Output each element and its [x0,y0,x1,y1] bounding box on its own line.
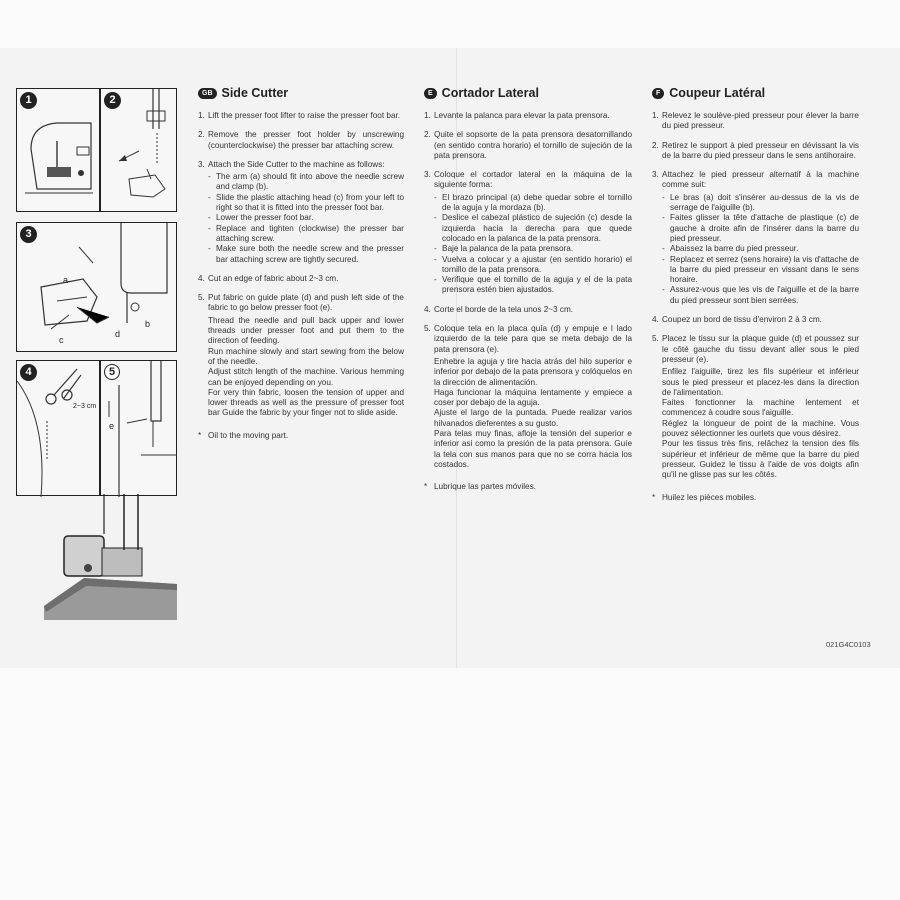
english-oil-note: * Oil to the moving part. [198,430,289,440]
english-substep: - Make sure both the needle screw and the presser bar attaching screw are tightly secured. [208,244,404,264]
figure-4 [16,360,100,496]
figure-1 [16,88,100,212]
french-substep: - Abaissez la barre du pied presseur. [662,244,799,254]
spanish-paragraph: Para telas muy finas, afloje la tensión del superior e inferior asi como la presión de la pata prensora. Guíe la tela con sus manos para que no se corra hacia los costados. [434,429,632,469]
french-step-5: 5. Placez le tissu sur la plaque guide (d) et poussez sur le côté gauche du tissu devant aller sous le pied presseur (e). [652,334,859,364]
spanish-oil-note: * Lubrique las partes móviles. [424,482,536,492]
french-substep: - Replacez et serrez (sens horaire) la vis d'attache de la barre du pied presseur en vissant dans le sens horaire. [662,254,859,285]
sewing-photo-drawing [44,494,177,620]
french-substep: - Assurez-vous que les vis de l'aiguille et de la barre du pied presseur sont bien serrées. [662,285,859,305]
label-c: c [59,335,64,345]
figure-5 [73,360,177,496]
french-step-3: 3. Attachez le pied presseur alternatif à la machine comme suit: [652,170,859,190]
english-step-1: 1. Lift the presser foot lifter to raise the presser foot bar. [198,111,401,120]
document-code: 021G4C0103 [826,640,871,649]
spanish-step-4: 4. Corte el borde de la tela unos 2~3 cm. [424,304,574,314]
english-title: Side Cutter [221,86,289,101]
spanish-paragraph: Ajuste el largo de la puntada. Puede realizar varios hilvanados dieferentes a su gusto. [434,408,632,428]
label-b: b [145,319,151,329]
column-english [198,88,404,450]
label-e: e [109,421,115,431]
english-substep: - The arm (a) should fit into above the needle screw and clamp (b). [208,172,404,192]
french-oil-note: * Huilez les pièces mobiles. [652,492,757,502]
english-substep: - Replace and tighten (clockwise) the presser bar attaching screw. [208,223,404,243]
english-step-3: 3. Attach the Side Cutter to the machine as follows: [198,159,385,169]
column-spanish [424,88,632,502]
spanish-substep: - Baje la palanca de la pata prensora. [434,244,574,254]
label-d: d [115,329,121,339]
french-title: Coupeur Latéral [669,86,766,101]
english-paragraph: Thread the needle and pull back upper and lower threads under presser foot and put them to the direction of feeding. [208,315,404,346]
english-paragraph: Run machine slowly and start sewing from the below of the needle. [208,346,404,366]
english-step-2: 2. Remove the presser foot holder by unscrewing (counterclockwise) the presser bar attaching screw. [198,130,404,150]
french-substep: - Faites glisser la tête d'attache de plastique (c) de gauche à droite afin de l'insérer dans la barre du pied presseur. [662,213,859,243]
measure-label: 2~3 cm [73,403,97,410]
figure-4-number: 4 [20,364,37,381]
french-language-badge: F [652,88,664,99]
english-substep: - Lower the presser foot bar. [208,213,314,223]
english-step-4: 4. Cut an edge of fabric about 2~3 cm. [198,273,339,283]
french-step-4: 4. Coupez un bord de tissu d'environ 2 à 3 cm. [652,315,822,325]
sewing-photo [44,494,177,620]
french-paragraph: Faites fonctionner la machine lentement et commencez à coudre sous l'aiguille. [662,398,859,418]
figure-3-drawing [17,223,178,353]
french-heading [652,88,859,99]
spanish-title: Cortador Lateral [441,86,539,101]
figure-1-number: 1 [20,92,37,109]
english-substep: - Slide the plastic attaching head (c) from your left to right so that it is fitted into the presser foot bar. [208,192,404,213]
english-heading [198,88,404,99]
spanish-substep: - El brazo principal (a) debe quedar sobre el tornillo de la aguja y la mordaza (b). [434,192,632,213]
french-paragraph: Pour les tissus très fins, relâchez la tension des fils supérieur et inférieur de même que la barre du pied presseur. Guidez le tissu à l'aide de vos doigts afin qu'il ne glisse pas sur les côtés. [662,439,859,480]
figure-2 [100,88,177,212]
french-paragraph: Réglez la longueur de point de la machine. Vous pouvez sélectionner les ourlets que vous désirez. [662,418,859,439]
spanish-paragraph: Enhebre la aguja y tire hacia atrás del hilo superior e inferior por debajo de la pata prensora y colóquelos en la dirección de alimentación. [434,356,632,387]
spanish-substep: - Deslice el cabezal plástico de sujeción (c) desde la izquierda hacia la derecha para que quede colocado en la palanca de la pata prensora. [434,213,632,243]
spanish-language-badge: E [424,88,437,99]
figure-2-number: 2 [104,92,121,109]
label-a: a [63,275,69,285]
french-substep: - Le bras (a) doit s'insérer au-dessus de la vis de serrage de l'aiguille (b). [662,192,859,213]
spanish-step-1: 1. Levante la palanca para elevar la pata prensora. [424,111,610,120]
spanish-substep: - Verifique que el tornillo de la aguja y el de la pata prensora estén bien ajustados. [434,275,632,295]
english-language-badge: GB [198,88,217,99]
spanish-step-5: 5. Coloque tela en la placa quía (d) y empuje e l lado izquierdo de la tele para que se meta debajo de la pata prensora (e). [424,324,632,354]
english-step-5: 5. Put fabric on guide plate (d) and push left side of the fabric to go below presser foot (e). [198,293,404,313]
spanish-step-3: 3. Coloque el cortador lateral en la máquina de la siguiente forma: [424,170,632,190]
figure-5-number: 5 [104,364,120,380]
figure-3-number: 3 [20,226,37,243]
french-step-1: 1. Relevez le soulève-pied presseur pour élever la barre du pied presseur. [652,111,859,131]
spanish-paragraph: Haga funcionar la máquina lentamente y empiece a coser por debajo de la aguja. [434,387,632,408]
spanish-heading [424,88,632,99]
french-step-2: 2. Retirez le support à pied presseur en dévissant la vis de la barre du pied presseur dans le sens antihoraire. [652,140,859,160]
spanish-step-2: 2. Quite el sopsorte de la pata prensora desatornillando (en sentido contra horario) el tornillo de sujeción de la pata prensora. [424,130,632,160]
french-paragraph: Enfilez l'aiguille, tirez les fils supérieur et inférieur sous le pied presseur et placez-les dans la direction de l'alimentation. [662,367,859,397]
spanish-substep: - Vuelva a colocar y a ajustar (en sentido horario) el tornillo de la pata prensora. [434,254,632,274]
english-paragraph: For very thin fabric, loosen the tension of upper and lower threads as well as the pressure of presser foot bar Guide the fabric by your finger not to slide aside. [208,387,404,418]
figure-4-drawing [17,361,101,497]
column-french [652,88,859,512]
figure-3 [16,222,177,352]
english-paragraph: Adjust stitch length of the machine. Various hemming can be enjoyed depending on you. [208,367,404,387]
